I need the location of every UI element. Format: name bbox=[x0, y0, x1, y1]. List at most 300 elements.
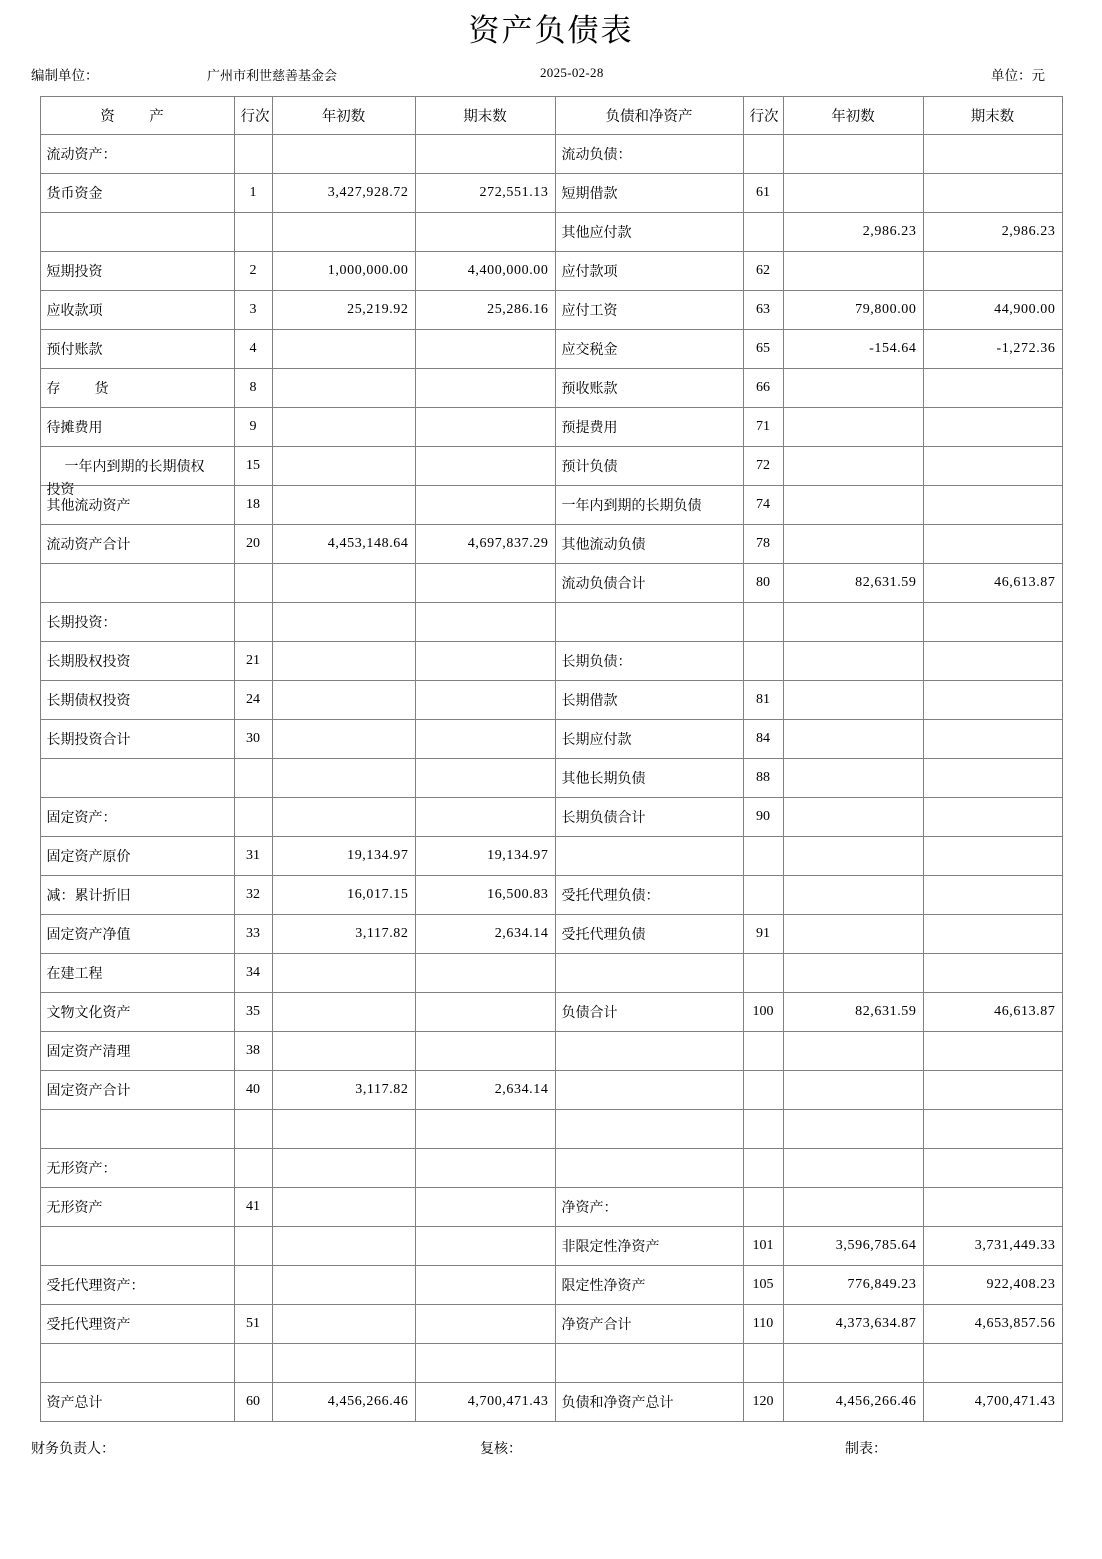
liability-opening-amount: 82,631.59 bbox=[783, 992, 923, 1031]
table-row bbox=[40, 836, 1062, 875]
liability-line-number: 61 bbox=[743, 173, 783, 212]
asset-line-number: 41 bbox=[234, 1187, 272, 1226]
asset-line-number: 1 bbox=[234, 173, 272, 212]
liability-closing-amount bbox=[923, 719, 1062, 758]
asset-closing-amount bbox=[415, 329, 555, 368]
liability-item-label: 其他应付款 bbox=[555, 212, 743, 251]
asset-closing-amount: 25,286.16 bbox=[415, 290, 555, 329]
liability-opening-amount: 776,849.23 bbox=[783, 1265, 923, 1304]
liability-closing-amount bbox=[923, 446, 1062, 485]
asset-closing-amount: 4,697,837.29 bbox=[415, 524, 555, 563]
liability-line-number bbox=[743, 1343, 783, 1382]
asset-item-label: 长期债权投资 bbox=[40, 680, 234, 719]
liability-opening-amount bbox=[783, 134, 923, 173]
liability-closing-amount bbox=[923, 134, 1062, 173]
table-row bbox=[40, 1031, 1062, 1070]
preparer-label: 制表： bbox=[845, 1441, 887, 1457]
asset-item-label: 受托代理资产 bbox=[40, 1304, 234, 1343]
asset-opening-amount bbox=[272, 368, 415, 407]
asset-item-label: 受托代理资产： bbox=[40, 1265, 234, 1304]
liability-line-number: 80 bbox=[743, 563, 783, 602]
asset-closing-amount bbox=[415, 641, 555, 680]
asset-line-number: 24 bbox=[234, 680, 272, 719]
asset-item-label: 长期投资： bbox=[40, 602, 234, 641]
asset-item-label: 存 货 bbox=[40, 368, 234, 407]
asset-closing-amount bbox=[415, 134, 555, 173]
liability-opening-amount: -154.64 bbox=[783, 329, 923, 368]
liability-item-label bbox=[555, 1031, 743, 1070]
table-row bbox=[40, 641, 1062, 680]
asset-opening-amount bbox=[272, 1187, 415, 1226]
liability-line-number bbox=[743, 1031, 783, 1070]
asset-closing-amount bbox=[415, 602, 555, 641]
asset-item-label: 固定资产净值 bbox=[40, 914, 234, 953]
column-header-closing-left: 期末数 bbox=[415, 96, 555, 134]
asset-closing-amount bbox=[415, 797, 555, 836]
liability-opening-amount bbox=[783, 914, 923, 953]
table-row bbox=[40, 173, 1062, 212]
liability-item-label: 预计负债 bbox=[555, 446, 743, 485]
preparing-unit-label: 编制单位： bbox=[31, 67, 99, 83]
asset-closing-amount bbox=[415, 446, 555, 485]
liability-opening-amount bbox=[783, 797, 923, 836]
liability-closing-amount bbox=[923, 1148, 1062, 1187]
liability-opening-amount bbox=[783, 719, 923, 758]
table-row bbox=[40, 290, 1062, 329]
column-header-opening-left: 年初数 bbox=[272, 96, 415, 134]
asset-item-label bbox=[40, 563, 234, 602]
liability-item-label: 长期负债： bbox=[555, 641, 743, 680]
column-header-asset: 资 产 bbox=[40, 96, 234, 134]
asset-opening-amount: 3,117.82 bbox=[272, 1070, 415, 1109]
liability-item-label: 应付款项 bbox=[555, 251, 743, 290]
asset-closing-amount: 2,634.14 bbox=[415, 1070, 555, 1109]
liability-item-label: 净资产合计 bbox=[555, 1304, 743, 1343]
liability-item-label: 应付工资 bbox=[555, 290, 743, 329]
asset-opening-amount bbox=[272, 797, 415, 836]
liability-line-number: 63 bbox=[743, 290, 783, 329]
asset-item-label bbox=[40, 212, 234, 251]
table-row bbox=[40, 368, 1062, 407]
liability-closing-amount bbox=[923, 602, 1062, 641]
asset-line-number bbox=[234, 758, 272, 797]
liability-closing-amount: 2,986.23 bbox=[923, 212, 1062, 251]
asset-opening-amount bbox=[272, 563, 415, 602]
asset-opening-amount: 25,219.92 bbox=[272, 290, 415, 329]
asset-line-number: 31 bbox=[234, 836, 272, 875]
column-header-opening-right: 年初数 bbox=[783, 96, 923, 134]
asset-item-label bbox=[40, 1226, 234, 1265]
liability-item-label bbox=[555, 953, 743, 992]
asset-closing-amount: 4,400,000.00 bbox=[415, 251, 555, 290]
column-header-closing-right: 期末数 bbox=[923, 96, 1062, 134]
liability-opening-amount: 79,800.00 bbox=[783, 290, 923, 329]
liability-opening-amount bbox=[783, 524, 923, 563]
liability-line-number: 78 bbox=[743, 524, 783, 563]
asset-item-label: 预付账款 bbox=[40, 329, 234, 368]
asset-line-number: 33 bbox=[234, 914, 272, 953]
asset-item-label: 固定资产原价 bbox=[40, 836, 234, 875]
liability-item-label: 预提费用 bbox=[555, 407, 743, 446]
asset-opening-amount bbox=[272, 758, 415, 797]
liability-item-label: 受托代理负债： bbox=[555, 875, 743, 914]
liability-opening-amount bbox=[783, 953, 923, 992]
asset-item-label: 在建工程 bbox=[40, 953, 234, 992]
liability-line-number: 72 bbox=[743, 446, 783, 485]
asset-closing-amount bbox=[415, 368, 555, 407]
asset-line-number: 15 bbox=[234, 446, 272, 485]
asset-closing-amount bbox=[415, 758, 555, 797]
asset-closing-amount bbox=[415, 1343, 555, 1382]
asset-opening-amount bbox=[272, 446, 415, 485]
asset-closing-amount: 2,634.14 bbox=[415, 914, 555, 953]
asset-item-label: 待摊费用 bbox=[40, 407, 234, 446]
liability-line-number: 66 bbox=[743, 368, 783, 407]
asset-item-label: 货币资金 bbox=[40, 173, 234, 212]
liability-closing-amount bbox=[923, 641, 1062, 680]
asset-item-label: 固定资产： bbox=[40, 797, 234, 836]
currency-unit-label: 单位：元 bbox=[991, 67, 1045, 83]
liability-opening-amount bbox=[783, 446, 923, 485]
liability-line-number: 84 bbox=[743, 719, 783, 758]
liability-closing-amount bbox=[923, 1109, 1062, 1148]
liability-opening-amount bbox=[783, 1109, 923, 1148]
table-header-row bbox=[40, 96, 1062, 134]
liability-opening-amount: 82,631.59 bbox=[783, 563, 923, 602]
table-row bbox=[40, 1109, 1062, 1148]
asset-item-label: 无形资产 bbox=[40, 1187, 234, 1226]
liability-line-number: 81 bbox=[743, 680, 783, 719]
liability-line-number bbox=[743, 953, 783, 992]
liability-item-label: 长期借款 bbox=[555, 680, 743, 719]
signature-row bbox=[0, 1438, 1102, 1478]
liability-line-number: 62 bbox=[743, 251, 783, 290]
liability-opening-amount: 3,596,785.64 bbox=[783, 1226, 923, 1265]
liability-closing-amount: 4,700,471.43 bbox=[923, 1382, 1062, 1421]
asset-closing-amount bbox=[415, 992, 555, 1031]
liability-opening-amount bbox=[783, 836, 923, 875]
liability-closing-amount bbox=[923, 368, 1062, 407]
table-row bbox=[40, 563, 1062, 602]
asset-opening-amount bbox=[272, 134, 415, 173]
liability-opening-amount bbox=[783, 1148, 923, 1187]
table-row bbox=[40, 1187, 1062, 1226]
asset-opening-amount bbox=[272, 953, 415, 992]
asset-line-number bbox=[234, 1109, 272, 1148]
asset-opening-amount bbox=[272, 719, 415, 758]
asset-line-number: 60 bbox=[234, 1382, 272, 1421]
asset-line-number bbox=[234, 1265, 272, 1304]
asset-line-number: 32 bbox=[234, 875, 272, 914]
table-row bbox=[40, 1343, 1062, 1382]
asset-closing-amount bbox=[415, 1265, 555, 1304]
asset-opening-amount bbox=[272, 407, 415, 446]
liability-line-number bbox=[743, 1148, 783, 1187]
asset-closing-amount bbox=[415, 1109, 555, 1148]
asset-item-label: 短期投资 bbox=[40, 251, 234, 290]
table-row bbox=[40, 251, 1062, 290]
table-row bbox=[40, 758, 1062, 797]
asset-closing-amount bbox=[415, 1148, 555, 1187]
asset-line-number: 4 bbox=[234, 329, 272, 368]
asset-closing-amount: 16,500.83 bbox=[415, 875, 555, 914]
asset-closing-amount bbox=[415, 680, 555, 719]
liability-line-number bbox=[743, 602, 783, 641]
asset-line-number: 8 bbox=[234, 368, 272, 407]
liability-line-number: 105 bbox=[743, 1265, 783, 1304]
asset-opening-amount: 4,453,148.64 bbox=[272, 524, 415, 563]
asset-line-number: 38 bbox=[234, 1031, 272, 1070]
liability-item-label: 一年内到期的长期负债 bbox=[555, 485, 743, 524]
column-header-lineno-right: 行次 bbox=[743, 96, 783, 134]
asset-closing-amount bbox=[415, 1226, 555, 1265]
liability-closing-amount: 4,653,857.56 bbox=[923, 1304, 1062, 1343]
preparing-unit-name: 广州市利世慈善基金会 bbox=[207, 67, 338, 83]
liability-closing-amount bbox=[923, 485, 1062, 524]
liability-line-number bbox=[743, 641, 783, 680]
asset-opening-amount bbox=[272, 212, 415, 251]
liability-item-label: 其他流动负债 bbox=[555, 524, 743, 563]
asset-line-number bbox=[234, 602, 272, 641]
liability-opening-amount bbox=[783, 1031, 923, 1070]
table-row bbox=[40, 1382, 1062, 1421]
asset-opening-amount bbox=[272, 1109, 415, 1148]
report-date: 2025-02-28 bbox=[540, 64, 604, 80]
table-row bbox=[40, 524, 1062, 563]
liability-closing-amount: 44,900.00 bbox=[923, 290, 1062, 329]
table-row bbox=[40, 446, 1062, 485]
liability-closing-amount bbox=[923, 407, 1062, 446]
liability-closing-amount bbox=[923, 758, 1062, 797]
asset-opening-amount bbox=[272, 1304, 415, 1343]
asset-closing-amount bbox=[415, 212, 555, 251]
asset-opening-amount bbox=[272, 485, 415, 524]
asset-line-number bbox=[234, 1343, 272, 1382]
asset-opening-amount bbox=[272, 1265, 415, 1304]
asset-opening-amount bbox=[272, 602, 415, 641]
asset-opening-amount: 3,117.82 bbox=[272, 914, 415, 953]
liability-closing-amount: 3,731,449.33 bbox=[923, 1226, 1062, 1265]
asset-opening-amount bbox=[272, 680, 415, 719]
liability-opening-amount bbox=[783, 758, 923, 797]
table-row bbox=[40, 992, 1062, 1031]
liability-item-label: 流动负债合计 bbox=[555, 563, 743, 602]
asset-item-label: 其他流动资产 bbox=[40, 485, 234, 524]
asset-line-number: 34 bbox=[234, 953, 272, 992]
liability-item-label: 非限定性净资产 bbox=[555, 1226, 743, 1265]
liability-opening-amount bbox=[783, 875, 923, 914]
liability-line-number: 110 bbox=[743, 1304, 783, 1343]
asset-line-number bbox=[234, 797, 272, 836]
liability-closing-amount bbox=[923, 836, 1062, 875]
asset-line-number: 21 bbox=[234, 641, 272, 680]
liability-line-number: 65 bbox=[743, 329, 783, 368]
table-row bbox=[40, 875, 1062, 914]
column-header-lineno-left: 行次 bbox=[234, 96, 272, 134]
asset-closing-amount: 272,551.13 bbox=[415, 173, 555, 212]
asset-line-number: 9 bbox=[234, 407, 272, 446]
liability-line-number: 90 bbox=[743, 797, 783, 836]
liability-opening-amount bbox=[783, 1343, 923, 1382]
liability-item-label: 应交税金 bbox=[555, 329, 743, 368]
table-row bbox=[40, 1265, 1062, 1304]
liability-closing-amount bbox=[923, 797, 1062, 836]
asset-line-number bbox=[234, 563, 272, 602]
liability-line-number: 101 bbox=[743, 1226, 783, 1265]
asset-closing-amount bbox=[415, 1031, 555, 1070]
liability-closing-amount: 46,613.87 bbox=[923, 563, 1062, 602]
table-row bbox=[40, 914, 1062, 953]
liability-item-label: 其他长期负债 bbox=[555, 758, 743, 797]
asset-opening-amount bbox=[272, 1148, 415, 1187]
liability-item-label: 预收账款 bbox=[555, 368, 743, 407]
table-row bbox=[40, 485, 1062, 524]
table-row bbox=[40, 953, 1062, 992]
liability-opening-amount bbox=[783, 680, 923, 719]
liability-opening-amount bbox=[783, 602, 923, 641]
liability-closing-amount: -1,272.36 bbox=[923, 329, 1062, 368]
asset-line-number: 20 bbox=[234, 524, 272, 563]
liability-item-label: 负债和净资产总计 bbox=[555, 1382, 743, 1421]
asset-closing-amount bbox=[415, 1304, 555, 1343]
table-row bbox=[40, 1148, 1062, 1187]
asset-item-label: 流动资产： bbox=[40, 134, 234, 173]
liability-opening-amount bbox=[783, 368, 923, 407]
asset-item-label: 固定资产合计 bbox=[40, 1070, 234, 1109]
liability-item-label: 限定性净资产 bbox=[555, 1265, 743, 1304]
liability-opening-amount bbox=[783, 1070, 923, 1109]
table-row bbox=[40, 1070, 1062, 1109]
asset-opening-amount bbox=[272, 1343, 415, 1382]
asset-line-number bbox=[234, 212, 272, 251]
column-header-liability-and-net-assets: 负债和净资产 bbox=[555, 96, 743, 134]
asset-opening-amount bbox=[272, 992, 415, 1031]
liability-closing-amount bbox=[923, 173, 1062, 212]
asset-line-number bbox=[234, 134, 272, 173]
liability-item-label: 负债合计 bbox=[555, 992, 743, 1031]
liability-line-number bbox=[743, 1109, 783, 1148]
asset-item-label-line2: 投资 bbox=[46, 482, 75, 498]
liability-item-label: 净资产： bbox=[555, 1187, 743, 1226]
liability-opening-amount bbox=[783, 407, 923, 446]
page-title: 资产负债表 bbox=[468, 13, 634, 49]
table-row bbox=[40, 1226, 1062, 1265]
liability-line-number: 71 bbox=[743, 407, 783, 446]
liability-closing-amount bbox=[923, 1343, 1062, 1382]
liability-item-label bbox=[555, 1343, 743, 1382]
liability-line-number: 120 bbox=[743, 1382, 783, 1421]
table-row bbox=[40, 407, 1062, 446]
asset-item-label: 流动资产合计 bbox=[40, 524, 234, 563]
asset-item-label: 固定资产清理 bbox=[40, 1031, 234, 1070]
asset-item-label: 长期股权投资 bbox=[40, 641, 234, 680]
table-row bbox=[40, 719, 1062, 758]
asset-line-number: 40 bbox=[234, 1070, 272, 1109]
asset-item-label: 文物文化资产 bbox=[40, 992, 234, 1031]
asset-opening-amount bbox=[272, 1031, 415, 1070]
asset-opening-amount: 3,427,928.72 bbox=[272, 173, 415, 212]
table-row bbox=[40, 329, 1062, 368]
liability-opening-amount bbox=[783, 641, 923, 680]
asset-item-label-line1: 一年内到期的长期债权 bbox=[64, 459, 205, 475]
liability-line-number bbox=[743, 875, 783, 914]
asset-item-label bbox=[40, 446, 234, 498]
asset-closing-amount bbox=[415, 719, 555, 758]
liability-item-label: 长期应付款 bbox=[555, 719, 743, 758]
liability-opening-amount: 4,456,266.46 bbox=[783, 1382, 923, 1421]
asset-item-label: 无形资产： bbox=[40, 1148, 234, 1187]
liability-opening-amount: 4,373,634.87 bbox=[783, 1304, 923, 1343]
balance-sheet-table bbox=[40, 96, 1063, 1422]
asset-line-number: 30 bbox=[234, 719, 272, 758]
asset-closing-amount bbox=[415, 407, 555, 446]
asset-item-label bbox=[40, 1343, 234, 1382]
asset-opening-amount bbox=[272, 641, 415, 680]
liability-closing-amount: 46,613.87 bbox=[923, 992, 1062, 1031]
asset-line-number bbox=[234, 1226, 272, 1265]
table-row bbox=[40, 680, 1062, 719]
asset-opening-amount: 4,456,266.46 bbox=[272, 1382, 415, 1421]
liability-item-label bbox=[555, 602, 743, 641]
asset-item-label bbox=[40, 1109, 234, 1148]
liability-line-number bbox=[743, 134, 783, 173]
liability-opening-amount bbox=[783, 173, 923, 212]
liability-line-number bbox=[743, 1070, 783, 1109]
table-row bbox=[40, 602, 1062, 641]
asset-line-number: 35 bbox=[234, 992, 272, 1031]
table-row bbox=[40, 212, 1062, 251]
asset-item-label: 减：累计折旧 bbox=[40, 875, 234, 914]
asset-line-number: 3 bbox=[234, 290, 272, 329]
liability-opening-amount bbox=[783, 485, 923, 524]
liability-line-number bbox=[743, 836, 783, 875]
asset-closing-amount: 19,134.97 bbox=[415, 836, 555, 875]
asset-opening-amount: 19,134.97 bbox=[272, 836, 415, 875]
liability-item-label bbox=[555, 1109, 743, 1148]
liability-item-label: 长期负债合计 bbox=[555, 797, 743, 836]
liability-line-number: 88 bbox=[743, 758, 783, 797]
liability-line-number: 74 bbox=[743, 485, 783, 524]
liability-line-number bbox=[743, 1187, 783, 1226]
table-body bbox=[40, 134, 1062, 1421]
asset-opening-amount bbox=[272, 329, 415, 368]
table-row bbox=[40, 134, 1062, 173]
liability-item-label bbox=[555, 1148, 743, 1187]
financial-officer-label: 财务负责人： bbox=[31, 1441, 115, 1457]
liability-opening-amount: 2,986.23 bbox=[783, 212, 923, 251]
liability-closing-amount bbox=[923, 680, 1062, 719]
liability-item-label: 受托代理负债 bbox=[555, 914, 743, 953]
liability-item-label: 流动负债： bbox=[555, 134, 743, 173]
asset-opening-amount bbox=[272, 1226, 415, 1265]
table-row bbox=[40, 1304, 1062, 1343]
liability-closing-amount bbox=[923, 1187, 1062, 1226]
liability-line-number bbox=[743, 212, 783, 251]
asset-closing-amount bbox=[415, 953, 555, 992]
liability-closing-amount bbox=[923, 953, 1062, 992]
liability-line-number: 91 bbox=[743, 914, 783, 953]
liability-item-label bbox=[555, 1070, 743, 1109]
asset-opening-amount: 16,017.15 bbox=[272, 875, 415, 914]
asset-opening-amount: 1,000,000.00 bbox=[272, 251, 415, 290]
liability-closing-amount bbox=[923, 524, 1062, 563]
reviewer-label: 复核： bbox=[480, 1441, 522, 1457]
asset-closing-amount bbox=[415, 485, 555, 524]
liability-closing-amount bbox=[923, 251, 1062, 290]
asset-item-label bbox=[40, 758, 234, 797]
asset-closing-amount: 4,700,471.43 bbox=[415, 1382, 555, 1421]
asset-item-label: 应收款项 bbox=[40, 290, 234, 329]
